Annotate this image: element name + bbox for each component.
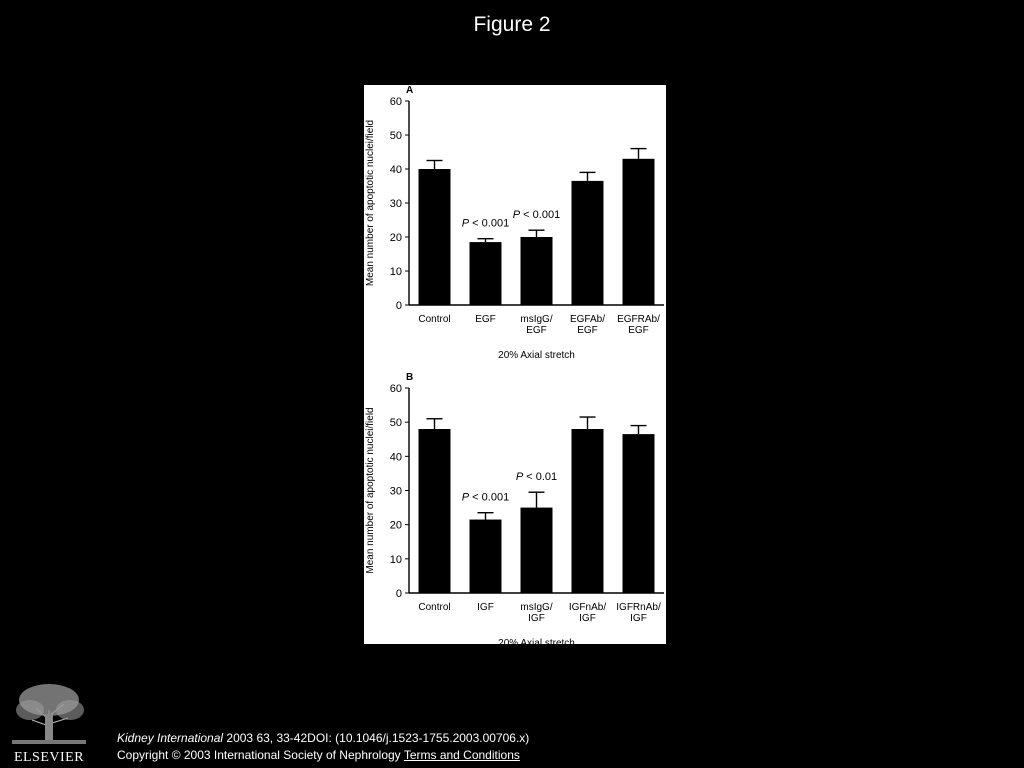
bar [572,429,604,593]
y-tick-label: 60 [389,383,402,395]
bar [521,237,553,305]
y-tick-label: 0 [395,588,402,600]
y-tick-label: 10 [389,553,402,566]
bar [470,242,502,305]
panel-label: A [406,85,414,96]
citation-line [117,730,529,747]
y-tick-label: 20 [389,232,402,244]
y-axis-label: Mean number of apoptotic nuclei/field [365,407,376,574]
x-axis-label: 20% Axial stretch [498,638,575,644]
y-tick-label: 40 [389,451,402,464]
category-label: msIgG/ EGF [520,314,553,336]
bar [623,434,655,593]
footer [117,730,529,764]
category-label: IGFRnAb/ IGF [616,602,661,624]
elsevier-logo [8,680,90,766]
y-tick-label: 50 [389,417,402,430]
slide-title: Figure 2 [473,13,551,36]
elsevier-logo-text: ELSEVIER [13,750,85,765]
tree-logo-icon [8,680,90,746]
bar [623,159,655,305]
p-value-annotation: P < 0.001 [461,491,510,504]
terms-link[interactable]: Terms and Conditions [403,748,520,762]
bar [470,520,502,593]
journal-name: Kidney International [117,731,224,745]
bar [521,508,553,593]
y-tick-label: 20 [389,519,402,532]
category-label: IGFnAb/ IGF [568,602,607,624]
category-label: msIgG/ IGF [520,602,553,624]
bar [419,169,451,305]
p-value-annotation: P < 0.001 [512,209,561,222]
figure-panel [364,85,666,644]
category-label: EGFRAb/ EGF [617,314,660,336]
y-tick-label: 30 [389,485,402,498]
copyright-text: Copyright © 2003 International Society of Nephrology [117,748,401,762]
y-tick-label: 50 [389,130,402,142]
copyright-line [117,747,529,764]
category-label: IGF [477,602,494,613]
category-label: Control [418,314,451,325]
p-value-annotation: P < 0.01 [515,471,558,484]
y-tick-label: 10 [389,266,402,278]
category-label: EGF [475,314,496,325]
bar [419,429,451,593]
category-label: EGFAb/ EGF [569,314,606,336]
y-tick-label: 30 [389,198,402,210]
y-axis-label: Mean number of apoptotic nuclei/field [365,119,376,287]
panel-label: B [406,372,414,383]
bar-charts [364,85,666,644]
y-tick-label: 40 [389,164,402,176]
bar [572,181,604,305]
y-tick-label: 0 [395,300,402,312]
citation-text: 2003 63, 33-42DOI: (10.1046/j.1523-1755.2003.00706.x) [223,731,530,745]
x-axis-label: 20% Axial stretch [498,350,575,361]
y-tick-label: 60 [389,96,402,108]
p-value-annotation: P < 0.001 [461,217,510,230]
category-label: Control [418,602,451,613]
